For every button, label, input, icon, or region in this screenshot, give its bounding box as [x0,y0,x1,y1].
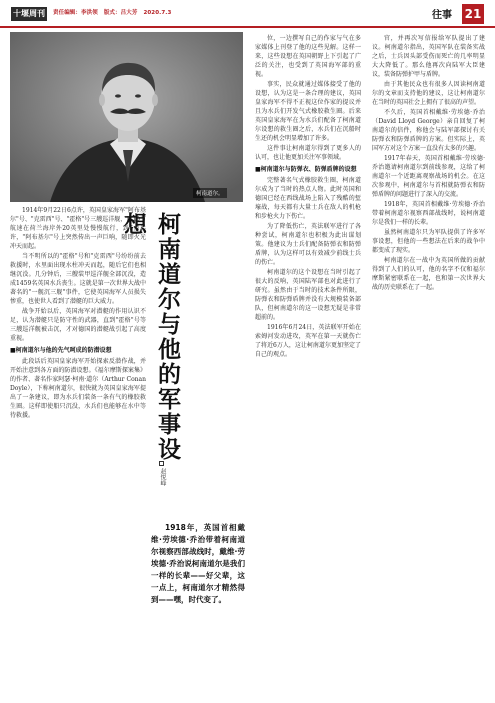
header-meta [53,8,175,16]
page-number: 21 [462,4,484,24]
subheading-2: ■柯南道尔与防弹衣、防弹盾牌的设想 [255,166,357,173]
paragraph: 位，一边撰写自己的作家与气在多家媒体上刊登了他的这些见解。这样一来，这些设想在英国朝野上下引起了广泛的关注，也受到了英国海军部的重视。 [255,35,361,78]
paragraph: 1916年6月24日，英法联军开始在索姆河发动进攻，英军在第一天就伤亡了将近6万人，这让柯南道尔更加坚定了自己的观点。 [255,324,361,358]
col3-body [372,34,485,227]
pull-quote: 1918年，英国首相戴维·劳埃德·乔治带着柯南道尔视察西部战线时，戴维·劳埃德·乔治说柯南道尔是我们一样的长辈——好父辈，这一点上，柯南道尔才精然得到——嘿，时代变了。 [151,523,245,604]
col2-body [255,34,361,162]
article-column-3 [372,34,485,696]
editor-credit: 责任编辑：李洪领 [53,10,98,16]
paragraph: 事实，民众就通过媒体接受了他的设想，认为这是一条合理的建议，英国皇家海军不得不正视这位作家的提议并且为水兵们开发气式橡胶救生圈。后来英国皇家海军在为水兵们配备了柯南道尔设想的救生圈之后，水兵们在沉船时生还的机会明显增加了许多。 [255,81,361,142]
photo-caption: 柯南道尔。 [193,188,227,198]
paragraph: 不久后，英国首相戴维·劳埃德·乔治（David Lloyd George）亲自回复了柯南道尔的信件，称他会与陆军部探讨有关防弹衣和防弹盾牌的方案。但实际上，英国军方对这个方案一直没有太多的兴趣。 [372,109,485,152]
page-header [0,0,495,28]
newspaper-logo: 十堰周刊 [11,7,47,21]
author-marker-icon [159,461,164,466]
paragraph: 完整著名气式橡胶救生圈，柯南道尔成为了当时的热点人物。此时英国和德国已经在西线战场上陷入了残酷的堑壕战，每天都有大量士兵在敌人的机枪和步枪火力下伤亡。 [255,177,361,220]
paragraph: 1918年，英国首相戴维·劳埃德·乔治带着柯南道尔视察西部战线时，说柯南道尔是我们一样的长辈。 [372,201,485,226]
paragraph: 柯南道尔在一战中为英国所做的贡献得到了人们的认可，他的名字不仅和福尔摩斯紧密联系在一起，也和第一次世界大战的历史联系在了一起。 [372,257,485,291]
author-byline: 赵悦峰 [159,468,166,486]
paragraph: 此段话后英国皇家海军开始探索反潜作战，并开始注意到各方面的防潜设想。《福尔摩斯探案集》的作者、著名作家阿瑟·柯南·道尔（Arthur Conan Doyle），下称柯南道尔，很快就为英国皇家海军提出了一条建议，即为水兵们装备一条有气的橡胶救生圈。这样即使船只沉没，水兵们也能够在水中等待救援。 [10,358,146,419]
paragraph: 1917年春天，英国首相戴维·劳埃德·乔治邀请柯南道尔到前线参观，这给了柯南道尔一个近距离观察战场的机会。在这次参观中，柯南道尔与首相就防弹衣和防弹盾牌的问题进行了深入的交流。 [372,155,485,198]
col3b-body [372,228,485,292]
paragraph: 当不明所以的"霍格"号和"克雷西"号纷纷前去救援时，水里面出现水柱冲天而起，随后它们也相继沉没。几分钟后，三艘装甲巡洋舰全部沉没，造成1459名英国水兵丧生。这就是第一次世界大战中著名的"一舰沉三舰"事件，它使英国海军人员损失惨重，也使世人看到了潜艇的巨大威力。 [10,253,146,305]
paragraph: 虽然柯南道尔只为军队提供了许多军事设想，但他的一些想法在后来的战争中都变成了现实。 [372,229,485,254]
portrait-image [10,32,243,202]
paragraph: 柯南道尔的这个设想在当时引起了很大的反响，英国陆军部也对此进行了研究。虽然由于当时的技术条件所限，防弹衣和防弹盾牌并没有大规模装备部队，但柯南道尔的这一设想无疑是非常超前的。 [255,269,361,321]
paragraph: 由于其他民众也有很多人因读柯南道尔的文章而支持他的建议，这让柯南道尔在当时的英国社会上拥有了很高的声望。 [372,81,485,106]
article-column-1 [10,206,146,696]
subheading-1: ■柯南道尔与他的先气呵成的防潜设想 [10,347,112,354]
col1b-body [10,357,146,420]
issue-date: 2020.7.3 [143,10,172,16]
article-title: 柯南道尔与他的军事设想 [120,212,181,462]
section-title: 往事 [432,10,452,21]
paragraph: 为了降低伤亡，英法联军进行了各种尝试，柯南道尔也积极为此出谋划策。他建议为士兵们配备防弹衣和防弹盾牌，认为这样可以有效减少前线士兵的伤亡。 [255,223,361,266]
paragraph: 这件事让柯南道尔得到了更多人的认可，也让他更加关注军事领域。 [255,145,361,161]
col2b-body [255,176,361,359]
article-column-2 [255,34,361,696]
portrait-photo [10,32,243,202]
design-credit: 版式：吕大芳 [103,10,138,16]
paragraph: 1914年9月22日6点许，英国皇家海军"阿布基尔"号、"克雷西"号、"霍格"号三艘巡洋舰，以10节航速在荷兰海岸外20英里处慢慢航行，到6点半许，"阿布基尔"号上突然传出一声巨响，随即火光冲天而起。 [10,207,146,250]
paragraph: 官，并再次写信报给军队提出了建议。柯南道尔指出，英国军队在装备实战之后，士兵因头部受伤而死亡的几率明显大大降低了。那么他再次向陆军大臣建议，装备防弹护甲与盾牌。 [372,35,485,78]
paragraph: 战争开始以后，英国海军对潜艇的作用认识不足，认为潜艇只是防守性的武器，直到"霍格"号等三艘巡洋舰被击沉，才对德国的潜艇战引起了高度重视。 [10,308,146,342]
